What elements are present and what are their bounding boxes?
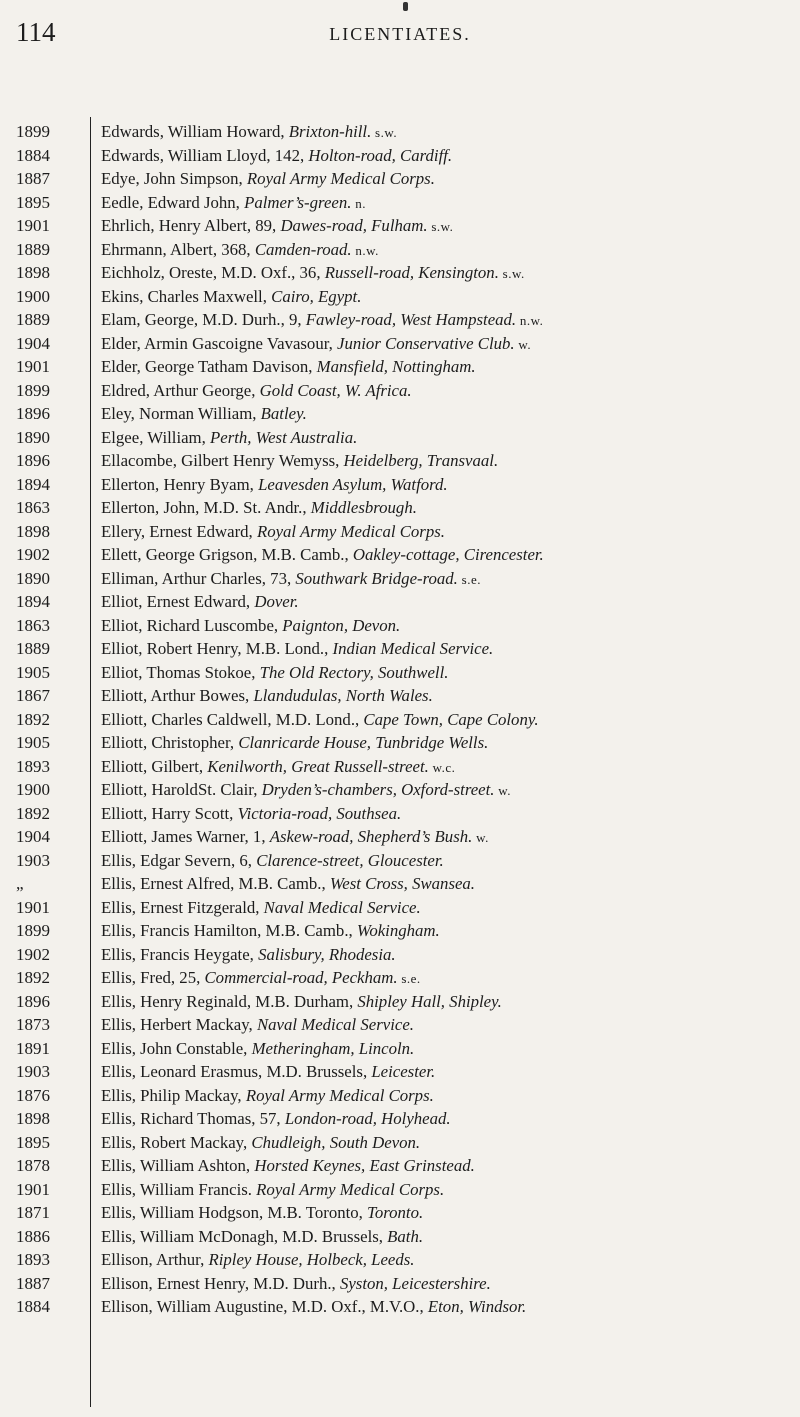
entry-address: Naval Medical Service.	[256, 1015, 414, 1034]
entry-name: Ehrlich, Henry Albert, 89,	[101, 216, 281, 235]
entry-address: Cairo, Egypt.	[271, 286, 362, 306]
entry-name: Ellis, William Hodgson, M.B. Toronto,	[101, 1203, 368, 1222]
entry-name: Edwards, William Howard,	[101, 122, 289, 141]
entry-name: Ellison, Arthur,	[101, 1250, 209, 1269]
entry-address: Batley.	[260, 404, 307, 423]
entry-text	[89, 1297, 800, 1317]
entry-district: w.c.	[428, 759, 456, 775]
entry-year: 1900	[16, 780, 50, 799]
entry-text	[89, 874, 800, 894]
entry-address: Camden-road.	[254, 239, 352, 259]
entry-address: Wokingham.	[356, 921, 440, 940]
entry-year: 1890	[16, 568, 50, 588]
list-item	[0, 428, 800, 452]
entry-address: Llandudulas, North Wales.	[253, 686, 433, 705]
entry-text	[89, 1109, 800, 1129]
entry-address: Syston, Leicestershire.	[339, 1273, 491, 1293]
entry-address: Royal Army Medical Corps.	[245, 1085, 434, 1105]
entry-text	[89, 1086, 800, 1106]
entry-name: Ellis, Robert Mackay,	[101, 1132, 252, 1152]
entry-district: w.	[494, 783, 512, 798]
entry-address: Victoria-road, Southsea.	[237, 803, 402, 823]
list-item	[0, 1250, 800, 1274]
entry-district: s.e.	[397, 971, 421, 986]
entry-year: 1899	[16, 921, 50, 940]
entry-year: 1887	[16, 169, 50, 188]
entry-year: 1900	[16, 286, 50, 306]
entry-name: Ellis, Fred, 25,	[101, 968, 205, 987]
list-item	[0, 545, 800, 569]
entry-text	[89, 639, 800, 659]
list-item	[0, 146, 800, 170]
entry-year: 1863	[16, 498, 50, 517]
entry-district: w.	[472, 830, 489, 845]
entry-name: Elgee, William,	[101, 427, 210, 447]
entry-address: Paignton, Devon.	[282, 615, 401, 635]
entry-year: 1893	[16, 1250, 50, 1269]
entry-year: 1884	[16, 1297, 50, 1316]
list-item	[0, 1297, 800, 1321]
entry-address: Dover.	[254, 592, 299, 611]
list-item	[0, 592, 800, 616]
entry-address: Clanricarde House, Tunbridge Wells.	[238, 733, 489, 752]
entry-year: 1886	[16, 1226, 50, 1246]
entry-year: 1895	[16, 192, 50, 212]
entry-text	[89, 851, 800, 871]
list-item	[0, 1274, 800, 1298]
entry-name: Elliman, Arthur Charles, 73,	[101, 568, 296, 588]
entry-name: Elliott, Christopher,	[101, 733, 239, 752]
list-item	[0, 710, 800, 734]
list-item	[0, 216, 800, 240]
entry-text	[89, 475, 800, 495]
list-item	[0, 992, 800, 1016]
entry-text	[89, 287, 800, 307]
entry-address: Salisbury, Rhodesia.	[258, 944, 396, 964]
entry-text	[89, 616, 800, 636]
list-item	[0, 804, 800, 828]
entry-name: Ellett, George Grigson, M.B. Camb.,	[101, 545, 353, 564]
entry-name: Elliott, Gilbert,	[101, 756, 208, 776]
entry-year: 1878	[16, 1156, 50, 1175]
entry-year: 1901	[16, 357, 50, 376]
entry-text	[89, 1133, 800, 1153]
list-item	[0, 1039, 800, 1063]
entry-text	[89, 757, 800, 777]
entry-address: Shipley Hall, Shipley.	[357, 991, 502, 1011]
list-item	[0, 1227, 800, 1251]
entry-text	[89, 1227, 800, 1247]
list-item	[0, 686, 800, 710]
list-item	[0, 1062, 800, 1086]
entry-text	[89, 921, 800, 941]
entry-name: Eley, Norman William,	[101, 404, 261, 423]
entry-name: Ellis, Ernest Fitzgerald,	[101, 897, 264, 917]
entry-text	[89, 945, 800, 965]
entry-text	[89, 1039, 800, 1059]
entry-name: Ellis, Herbert Mackay,	[101, 1015, 257, 1034]
entry-district: s.w.	[427, 219, 454, 234]
entry-address: Oakley-cottage, Cirencester.	[352, 545, 544, 564]
entry-text	[89, 240, 800, 260]
list-item	[0, 921, 800, 945]
entry-text	[89, 827, 800, 847]
list-item	[0, 1086, 800, 1110]
entry-year: „	[16, 874, 24, 893]
entry-name: Ellis, Philip Mackay,	[101, 1085, 246, 1105]
entry-name: Elliot, Robert Henry, M.B. Lond.,	[101, 639, 333, 658]
entry-district: s.w.	[498, 266, 525, 281]
entry-name: Elder, Armin Gascoigne Vavasour,	[101, 333, 338, 353]
entry-name: Ellis, William Ashton,	[101, 1156, 255, 1175]
entry-name: Eichholz, Oreste, M.D. Oxf., 36,	[101, 263, 325, 282]
entry-name: Eldred, Arthur George,	[101, 380, 260, 400]
entry-address: West Cross, Swansea.	[329, 874, 476, 893]
entry-address: Russell-road, Kensington.	[324, 263, 499, 282]
entry-address: Royal Army Medical Corps.	[256, 1179, 445, 1199]
entry-text	[89, 1156, 800, 1176]
entry-year: 1893	[16, 756, 50, 776]
entry-name: Elder, George Tatham Davison,	[101, 357, 317, 376]
entry-name: Elliott, Arthur Bowes,	[101, 686, 254, 705]
entry-name: Elliott, HaroldSt. Clair,	[101, 780, 262, 799]
entry-year: 1905	[16, 662, 50, 682]
list-item	[0, 122, 800, 146]
ink-speck	[403, 2, 408, 11]
entry-name: Ellis, William Francis.	[101, 1179, 257, 1199]
entry-address: Holton-road, Cardiff.	[308, 145, 453, 165]
entry-text	[89, 310, 800, 330]
entry-address: Toronto.	[367, 1203, 424, 1222]
list-item	[0, 1015, 800, 1039]
entry-year: 1896	[16, 451, 50, 470]
entry-address: Middlesbrough.	[310, 498, 417, 517]
entry-name: Ellerton, Henry Byam,	[101, 474, 259, 494]
entry-name: Ellis, Francis Heygate,	[101, 944, 259, 964]
list-item	[0, 404, 800, 428]
entry-text	[89, 992, 800, 1012]
entry-year: 1901	[16, 216, 50, 235]
entry-year: 1899	[16, 380, 50, 400]
entry-year: 1896	[16, 404, 50, 423]
entry-address: Dawes-road, Fulham.	[280, 216, 428, 235]
entry-address: Chudleigh, South Devon.	[251, 1132, 421, 1152]
entry-text	[89, 1015, 800, 1035]
entry-text	[89, 1180, 800, 1200]
entry-name: Elliott, Charles Caldwell, M.D. Lond.,	[101, 709, 364, 729]
entry-address: Perth, West Australia.	[210, 427, 358, 447]
list-item	[0, 945, 800, 969]
entry-name: Ellis, John Constable,	[101, 1038, 252, 1058]
entry-text	[89, 498, 800, 518]
entry-address: Kenilworth, Great Russell-street.	[207, 756, 429, 776]
entry-name: Elliott, Harry Scott,	[101, 803, 238, 823]
entry-text	[89, 193, 800, 213]
list-item	[0, 1109, 800, 1133]
entry-address: Fawley-road, West Hampstead.	[305, 310, 517, 329]
list-item	[0, 1203, 800, 1227]
entry-name: Edwards, William Lloyd, 142,	[101, 145, 309, 165]
list-item	[0, 780, 800, 804]
entry-address: Royal Army Medical Corps.	[246, 169, 435, 188]
entry-text	[89, 733, 800, 753]
entry-year: 1871	[16, 1203, 50, 1222]
entry-address: Eton, Windsor.	[427, 1297, 527, 1316]
entry-text	[89, 1062, 800, 1082]
list-item	[0, 357, 800, 381]
entry-year: 1903	[16, 850, 50, 870]
entry-year: 1890	[16, 427, 50, 447]
list-item	[0, 851, 800, 875]
entry-text	[89, 428, 800, 448]
entry-district: n.	[351, 195, 366, 211]
entry-name: Ekins, Charles Maxwell,	[101, 286, 272, 306]
entry-address: Indian Medical Service.	[332, 639, 494, 658]
entry-text	[89, 169, 800, 189]
entry-year: 1889	[16, 239, 50, 259]
list-item	[0, 263, 800, 287]
entry-district: n.w.	[516, 313, 544, 328]
entry-address: Palmer’s-green.	[244, 192, 352, 212]
entry-text	[89, 357, 800, 377]
entry-address: Southwark Bridge-road.	[295, 568, 458, 588]
entry-name: Ehrmann, Albert, 368,	[101, 239, 255, 259]
entry-year: 1905	[16, 733, 50, 752]
entry-year: 1867	[16, 686, 50, 705]
entry-year: 1896	[16, 991, 50, 1011]
entry-year: 1887	[16, 1273, 50, 1293]
entry-name: Eedle, Edward John,	[101, 192, 245, 212]
list-item	[0, 616, 800, 640]
entry-address: Heidelberg, Transvaal.	[343, 451, 499, 470]
list-item	[0, 827, 800, 851]
list-item	[0, 1156, 800, 1180]
page-number: 114	[16, 17, 56, 47]
entry-year: 1863	[16, 615, 50, 635]
entry-year: 1902	[16, 944, 50, 964]
entry-name: Elliot, Thomas Stokoe,	[101, 662, 260, 682]
list-item	[0, 757, 800, 781]
list-item	[0, 498, 800, 522]
entry-district: s.w.	[371, 125, 398, 140]
entry-address: London-road, Holyhead.	[284, 1109, 451, 1128]
entry-name: Ellison, Ernest Henry, M.D. Durh.,	[101, 1273, 340, 1293]
entry-text	[89, 545, 800, 565]
entry-year: 1898	[16, 521, 50, 541]
entry-text	[89, 898, 800, 918]
entry-district: n.w.	[351, 242, 379, 258]
entry-name: Ellacombe, Gilbert Henry Wemyss,	[101, 451, 344, 470]
list-item	[0, 451, 800, 475]
entry-address: Bath.	[387, 1226, 424, 1246]
entry-address: Askew-road, Shepherd’s Bush.	[269, 827, 473, 846]
entry-year: 1889	[16, 310, 50, 329]
entry-year: 1891	[16, 1038, 50, 1058]
list-item	[0, 1180, 800, 1204]
entry-text	[89, 381, 800, 401]
entry-address: Brixton-hill.	[288, 122, 372, 141]
entry-text	[89, 569, 800, 589]
entry-text	[89, 404, 800, 424]
list-item	[0, 334, 800, 358]
entry-year: 1904	[16, 827, 50, 846]
entry-name: Ellerton, John, M.D. St. Andr.,	[101, 498, 311, 517]
list-item	[0, 639, 800, 663]
entry-text	[89, 216, 800, 236]
entry-text	[89, 522, 800, 542]
entry-year: 1876	[16, 1085, 50, 1105]
entry-name: Elam, George, M.D. Durh., 9,	[101, 310, 306, 329]
entry-name: Ellis, Henry Reginald, M.B. Durham,	[101, 991, 358, 1011]
entries-list	[0, 122, 800, 1321]
list-item	[0, 874, 800, 898]
entry-text	[89, 263, 800, 283]
entry-district: s.e.	[457, 571, 481, 587]
entry-name: Ellis, Edgar Severn, 6,	[101, 850, 257, 870]
entry-name: Ellis, William McDonagh, M.D. Brussels,	[101, 1226, 388, 1246]
entry-text	[89, 334, 800, 354]
entry-text	[89, 710, 800, 730]
list-item	[0, 475, 800, 499]
list-item	[0, 733, 800, 757]
entry-text	[89, 1203, 800, 1223]
entry-text	[89, 780, 800, 800]
entry-name: Ellery, Ernest Edward,	[101, 521, 257, 541]
running-head: LICENTIATES.	[329, 24, 471, 44]
entry-name: Elliot, Richard Luscombe,	[101, 615, 283, 635]
entry-name: Edye, John Simpson,	[101, 169, 247, 188]
entry-name: Elliot, Ernest Edward,	[101, 592, 255, 611]
entry-address: Gold Coast, W. Africa.	[259, 380, 412, 400]
entry-year: 1892	[16, 968, 50, 987]
entry-text	[89, 1250, 800, 1270]
entry-address: Leavesden Asylum, Watford.	[258, 474, 448, 494]
entry-address: Mansfield, Nottingham.	[316, 357, 476, 376]
entry-name: Elliott, James Warner, 1,	[101, 827, 270, 846]
entry-address: Leicester.	[371, 1062, 436, 1081]
list-item	[0, 968, 800, 992]
list-item	[0, 381, 800, 405]
entry-year: 1901	[16, 1179, 50, 1199]
entry-year: 1898	[16, 1109, 50, 1128]
entry-name: Ellis, Leonard Erasmus, M.D. Brussels,	[101, 1062, 372, 1081]
entry-name: Ellison, William Augustine, M.D. Oxf., M.V.O.,	[101, 1297, 428, 1316]
entry-text	[89, 146, 800, 166]
entry-text	[89, 451, 800, 471]
entry-year: 1904	[16, 333, 50, 353]
entry-address: The Old Rectory, Southwell.	[259, 662, 449, 682]
entry-text	[89, 968, 800, 988]
entry-year: 1894	[16, 592, 50, 611]
list-item	[0, 569, 800, 593]
entry-year: 1889	[16, 639, 50, 658]
entry-address: Royal Army Medical Corps.	[256, 521, 445, 541]
entry-address: Clarence-street, Gloucester.	[256, 850, 444, 870]
entry-year: 1892	[16, 709, 50, 729]
list-item	[0, 169, 800, 193]
entry-text	[89, 592, 800, 612]
list-item	[0, 310, 800, 334]
entry-address: Metheringham, Lincoln.	[251, 1038, 415, 1058]
list-item	[0, 240, 800, 264]
entry-year: 1899	[16, 122, 50, 141]
entry-year: 1903	[16, 1062, 50, 1081]
list-item	[0, 898, 800, 922]
entry-text	[89, 804, 800, 824]
list-item	[0, 193, 800, 217]
entry-name: Ellis, Francis Hamilton, M.B. Camb.,	[101, 921, 357, 940]
entry-year: 1873	[16, 1015, 50, 1034]
entry-address: Naval Medical Service.	[263, 897, 421, 917]
entry-year: 1894	[16, 474, 50, 494]
entry-address: Junior Conservative Club.	[337, 333, 515, 353]
entry-text	[89, 122, 800, 142]
entry-name: Ellis, Richard Thomas, 57,	[101, 1109, 285, 1128]
entry-address: Horsted Keynes, East Grinstead.	[254, 1156, 475, 1175]
entry-year: 1898	[16, 263, 50, 282]
entry-name: Ellis, Ernest Alfred, M.B. Camb.,	[101, 874, 330, 893]
entry-year: 1884	[16, 145, 50, 165]
list-item	[0, 663, 800, 687]
entry-address: Dryden’s-chambers, Oxford-street.	[261, 780, 495, 799]
entry-address: Ripley House, Holbeck, Leeds.	[208, 1250, 415, 1269]
entry-address: Commercial-road, Peckham.	[204, 968, 398, 987]
list-item	[0, 522, 800, 546]
entry-district: w.	[514, 336, 532, 352]
list-item	[0, 287, 800, 311]
entry-year: 1892	[16, 803, 50, 823]
entry-text	[89, 686, 800, 706]
entry-year: 1895	[16, 1132, 50, 1152]
entry-text	[89, 663, 800, 683]
entry-text	[89, 1274, 800, 1294]
entry-year: 1902	[16, 545, 50, 564]
entry-address: Cape Town, Cape Colony.	[363, 709, 539, 729]
list-item	[0, 1133, 800, 1157]
entry-year: 1901	[16, 897, 50, 917]
